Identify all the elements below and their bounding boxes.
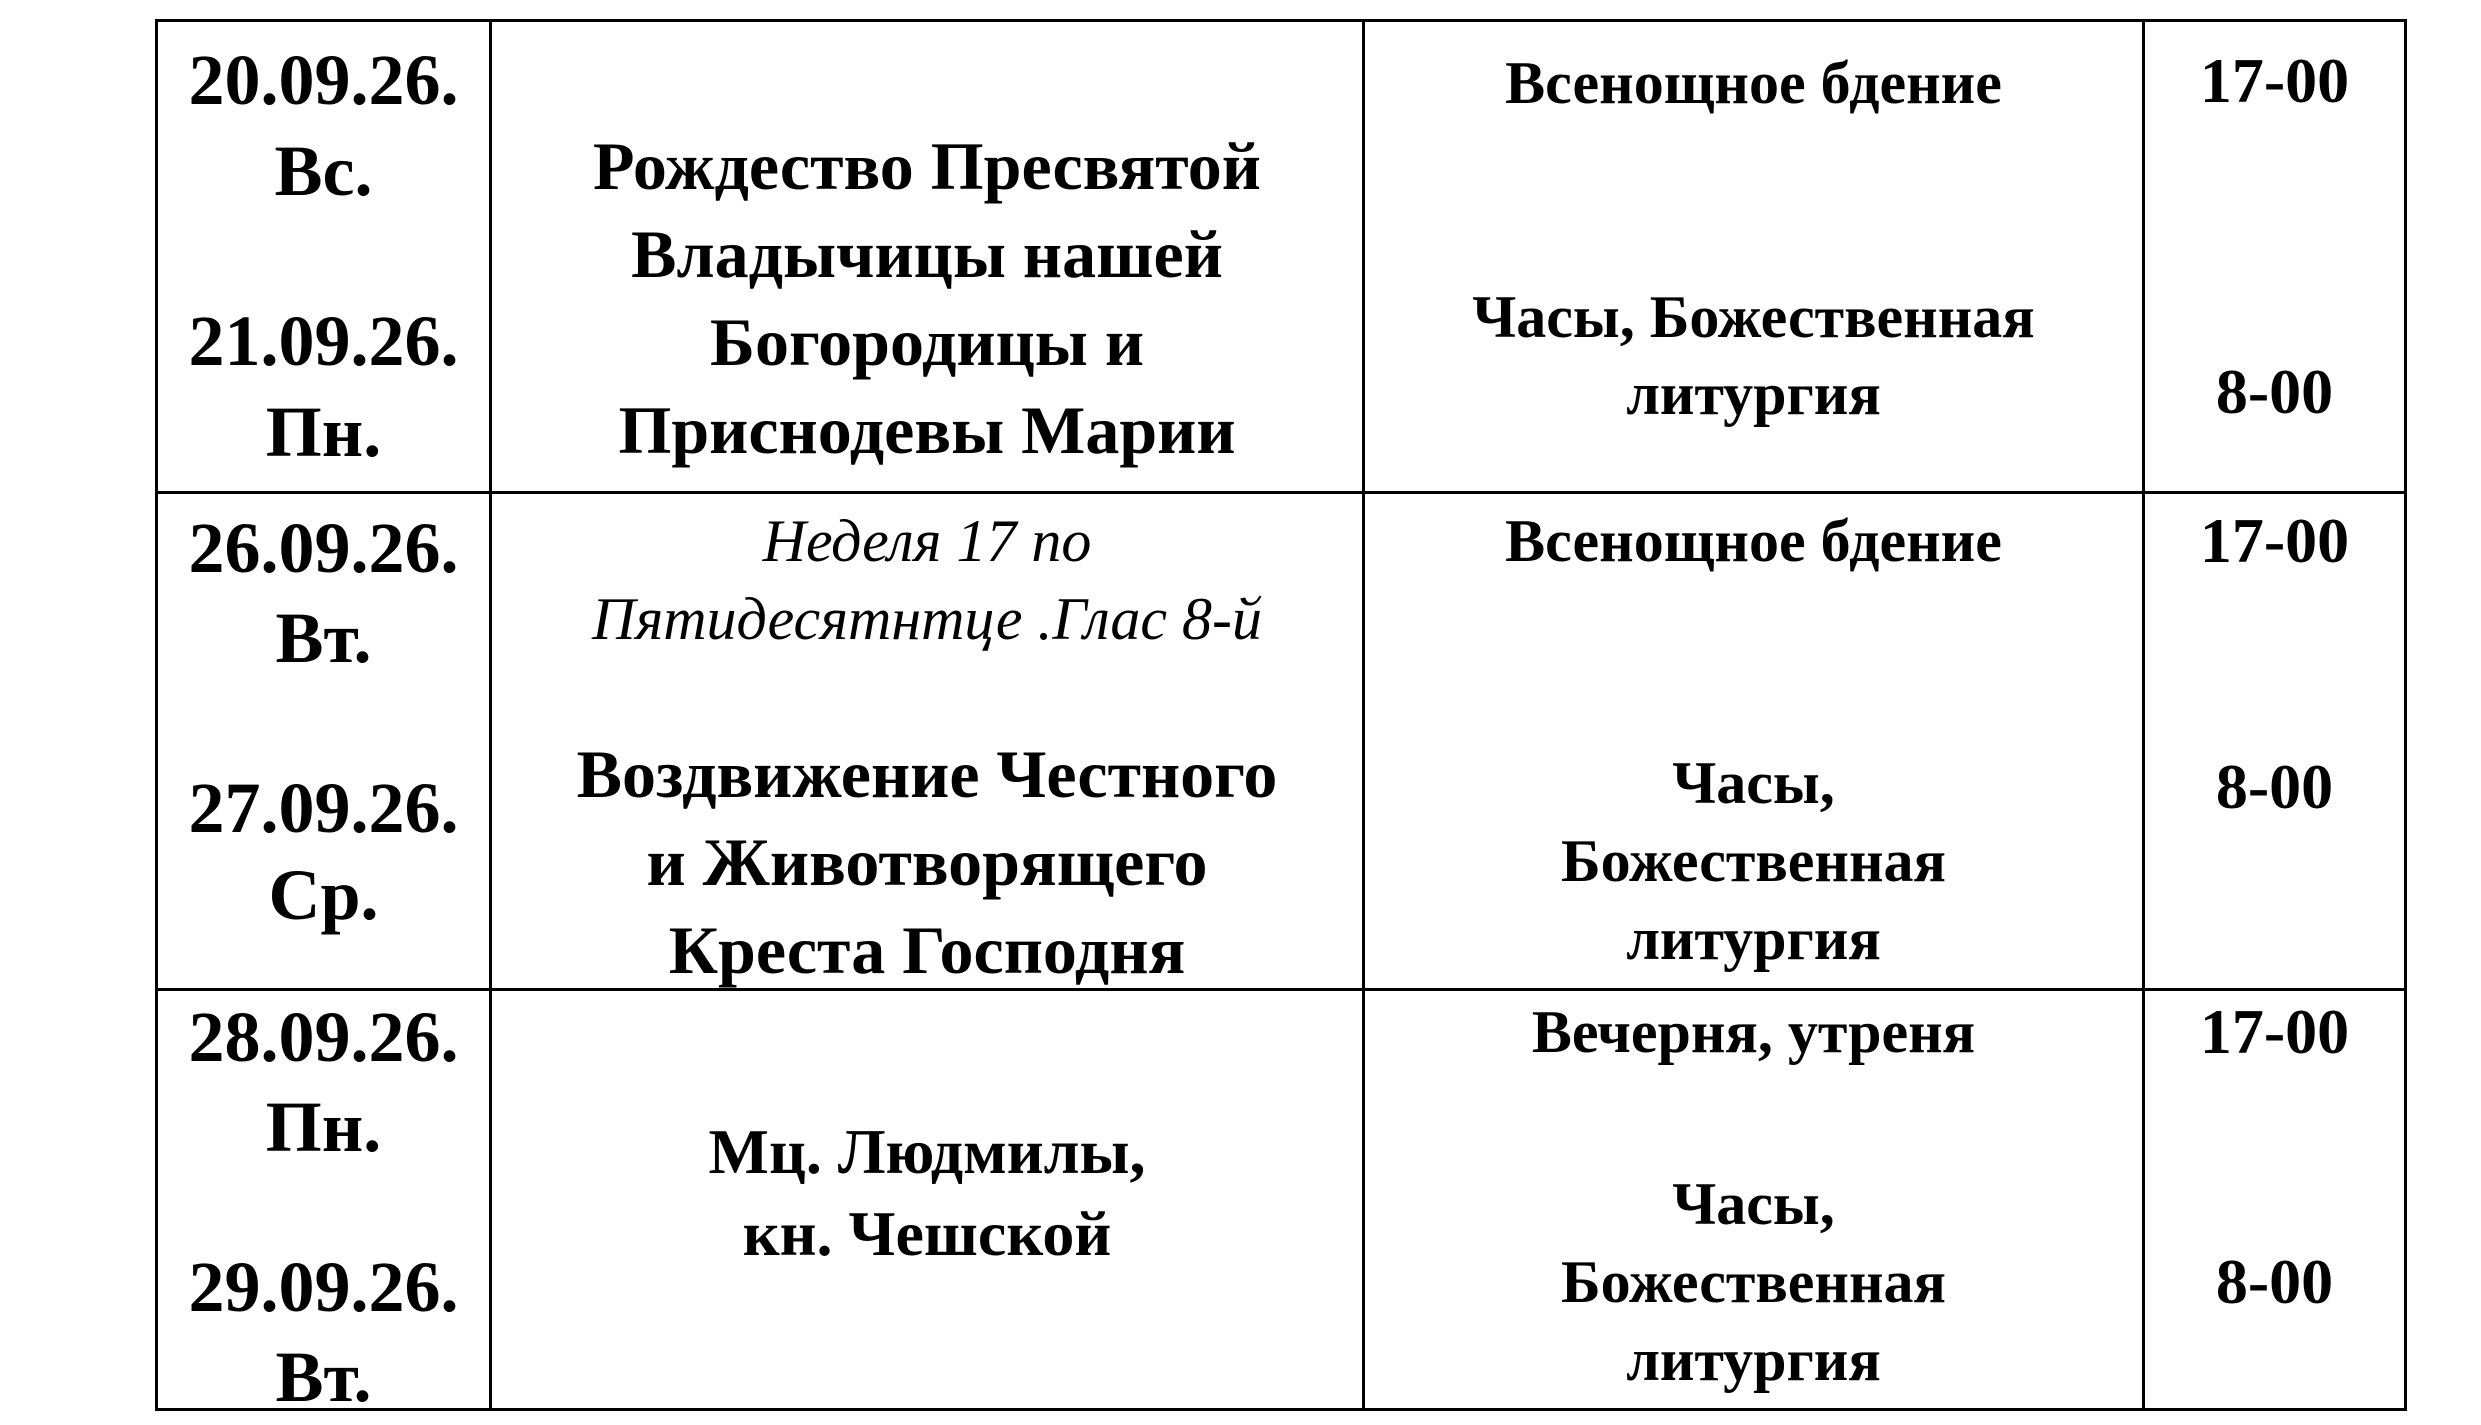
- service-cell: [1365, 22, 2145, 491]
- time-value: 17-00: [2199, 505, 2350, 576]
- feast-title-line: Мц. Людмилы,: [708, 1116, 1146, 1187]
- feast-title-line: Воздвижение Честного: [576, 736, 1278, 812]
- service-line: Часы, Божественная: [1472, 284, 2035, 350]
- feast-title-line: и Животворящего: [646, 824, 1208, 900]
- table-row: [158, 22, 2404, 491]
- time-value: 8-00: [2215, 356, 2334, 427]
- date-line: 21.09.26.: [188, 301, 459, 381]
- date-line: 27.09.26.: [188, 768, 459, 848]
- feast-title-line: Владычицы нашей: [631, 216, 1223, 292]
- service-line: литургия: [1626, 1327, 1881, 1393]
- time-value: 17-00: [2199, 996, 2350, 1067]
- feast-title-line: Богородицы и: [709, 304, 1145, 380]
- weekday-line: Вс.: [274, 131, 373, 211]
- time-cell: [2145, 494, 2404, 988]
- service-line: Божественная: [1561, 1249, 1946, 1315]
- schedule-table: [155, 19, 2407, 1417]
- feast-note-line: Пятидесятнтце .Глас 8-й: [592, 586, 1262, 652]
- feast-title: [492, 1111, 1362, 1275]
- weekday-line: Вт.: [275, 1337, 372, 1417]
- feast-title: [492, 730, 1362, 994]
- time-cell: [2145, 22, 2404, 491]
- feast-cell: [492, 494, 1365, 988]
- date-line: 28.09.26.: [188, 997, 459, 1077]
- service-line: Всенощное бдение: [1505, 508, 2002, 574]
- time-value: 8-00: [2215, 1246, 2334, 1317]
- table-row: [158, 988, 2404, 1417]
- time-value: 8-00: [2215, 751, 2334, 822]
- date-cell: [158, 494, 492, 988]
- feast-note: [492, 502, 1362, 658]
- feast-title-line: кн. Чешской: [742, 1198, 1112, 1269]
- feast-title-line: Приснодевы Марии: [618, 392, 1236, 468]
- feast-title: [492, 122, 1362, 474]
- weekday-line: Вт.: [275, 598, 372, 678]
- service-cell: [1365, 991, 2145, 1408]
- date-line: 20.09.26.: [188, 40, 459, 120]
- service-line: Часы,: [1672, 1171, 1835, 1237]
- service-line: Божественная: [1561, 828, 1946, 894]
- time-cell: [2145, 991, 2404, 1408]
- weekday-line: Пн.: [265, 1087, 382, 1167]
- service-cell: [1365, 494, 2145, 988]
- service-line: литургия: [1626, 361, 1881, 427]
- service-line: литургия: [1626, 906, 1881, 972]
- feast-title-line: Креста Господня: [668, 912, 1186, 988]
- feast-note-line: Неделя 17 по: [762, 508, 1092, 574]
- weekday-line: Ср.: [268, 855, 379, 935]
- time-value: 17-00: [2199, 45, 2350, 116]
- table-row: [158, 491, 2404, 988]
- date-line: 29.09.26.: [188, 1247, 459, 1327]
- service-line: Всенощное бдение: [1505, 50, 2002, 116]
- date-line: 26.09.26.: [188, 508, 459, 588]
- feast-cell: [492, 22, 1365, 491]
- feast-title-line: Рождество Пресвятой: [593, 128, 1261, 204]
- weekday-line: Пн.: [265, 392, 382, 472]
- date-cell: [158, 991, 492, 1417]
- feast-cell: [492, 991, 1365, 1408]
- service-line: Вечерня, утреня: [1531, 999, 1976, 1065]
- service-line: Часы,: [1672, 750, 1835, 816]
- date-cell: [158, 22, 492, 491]
